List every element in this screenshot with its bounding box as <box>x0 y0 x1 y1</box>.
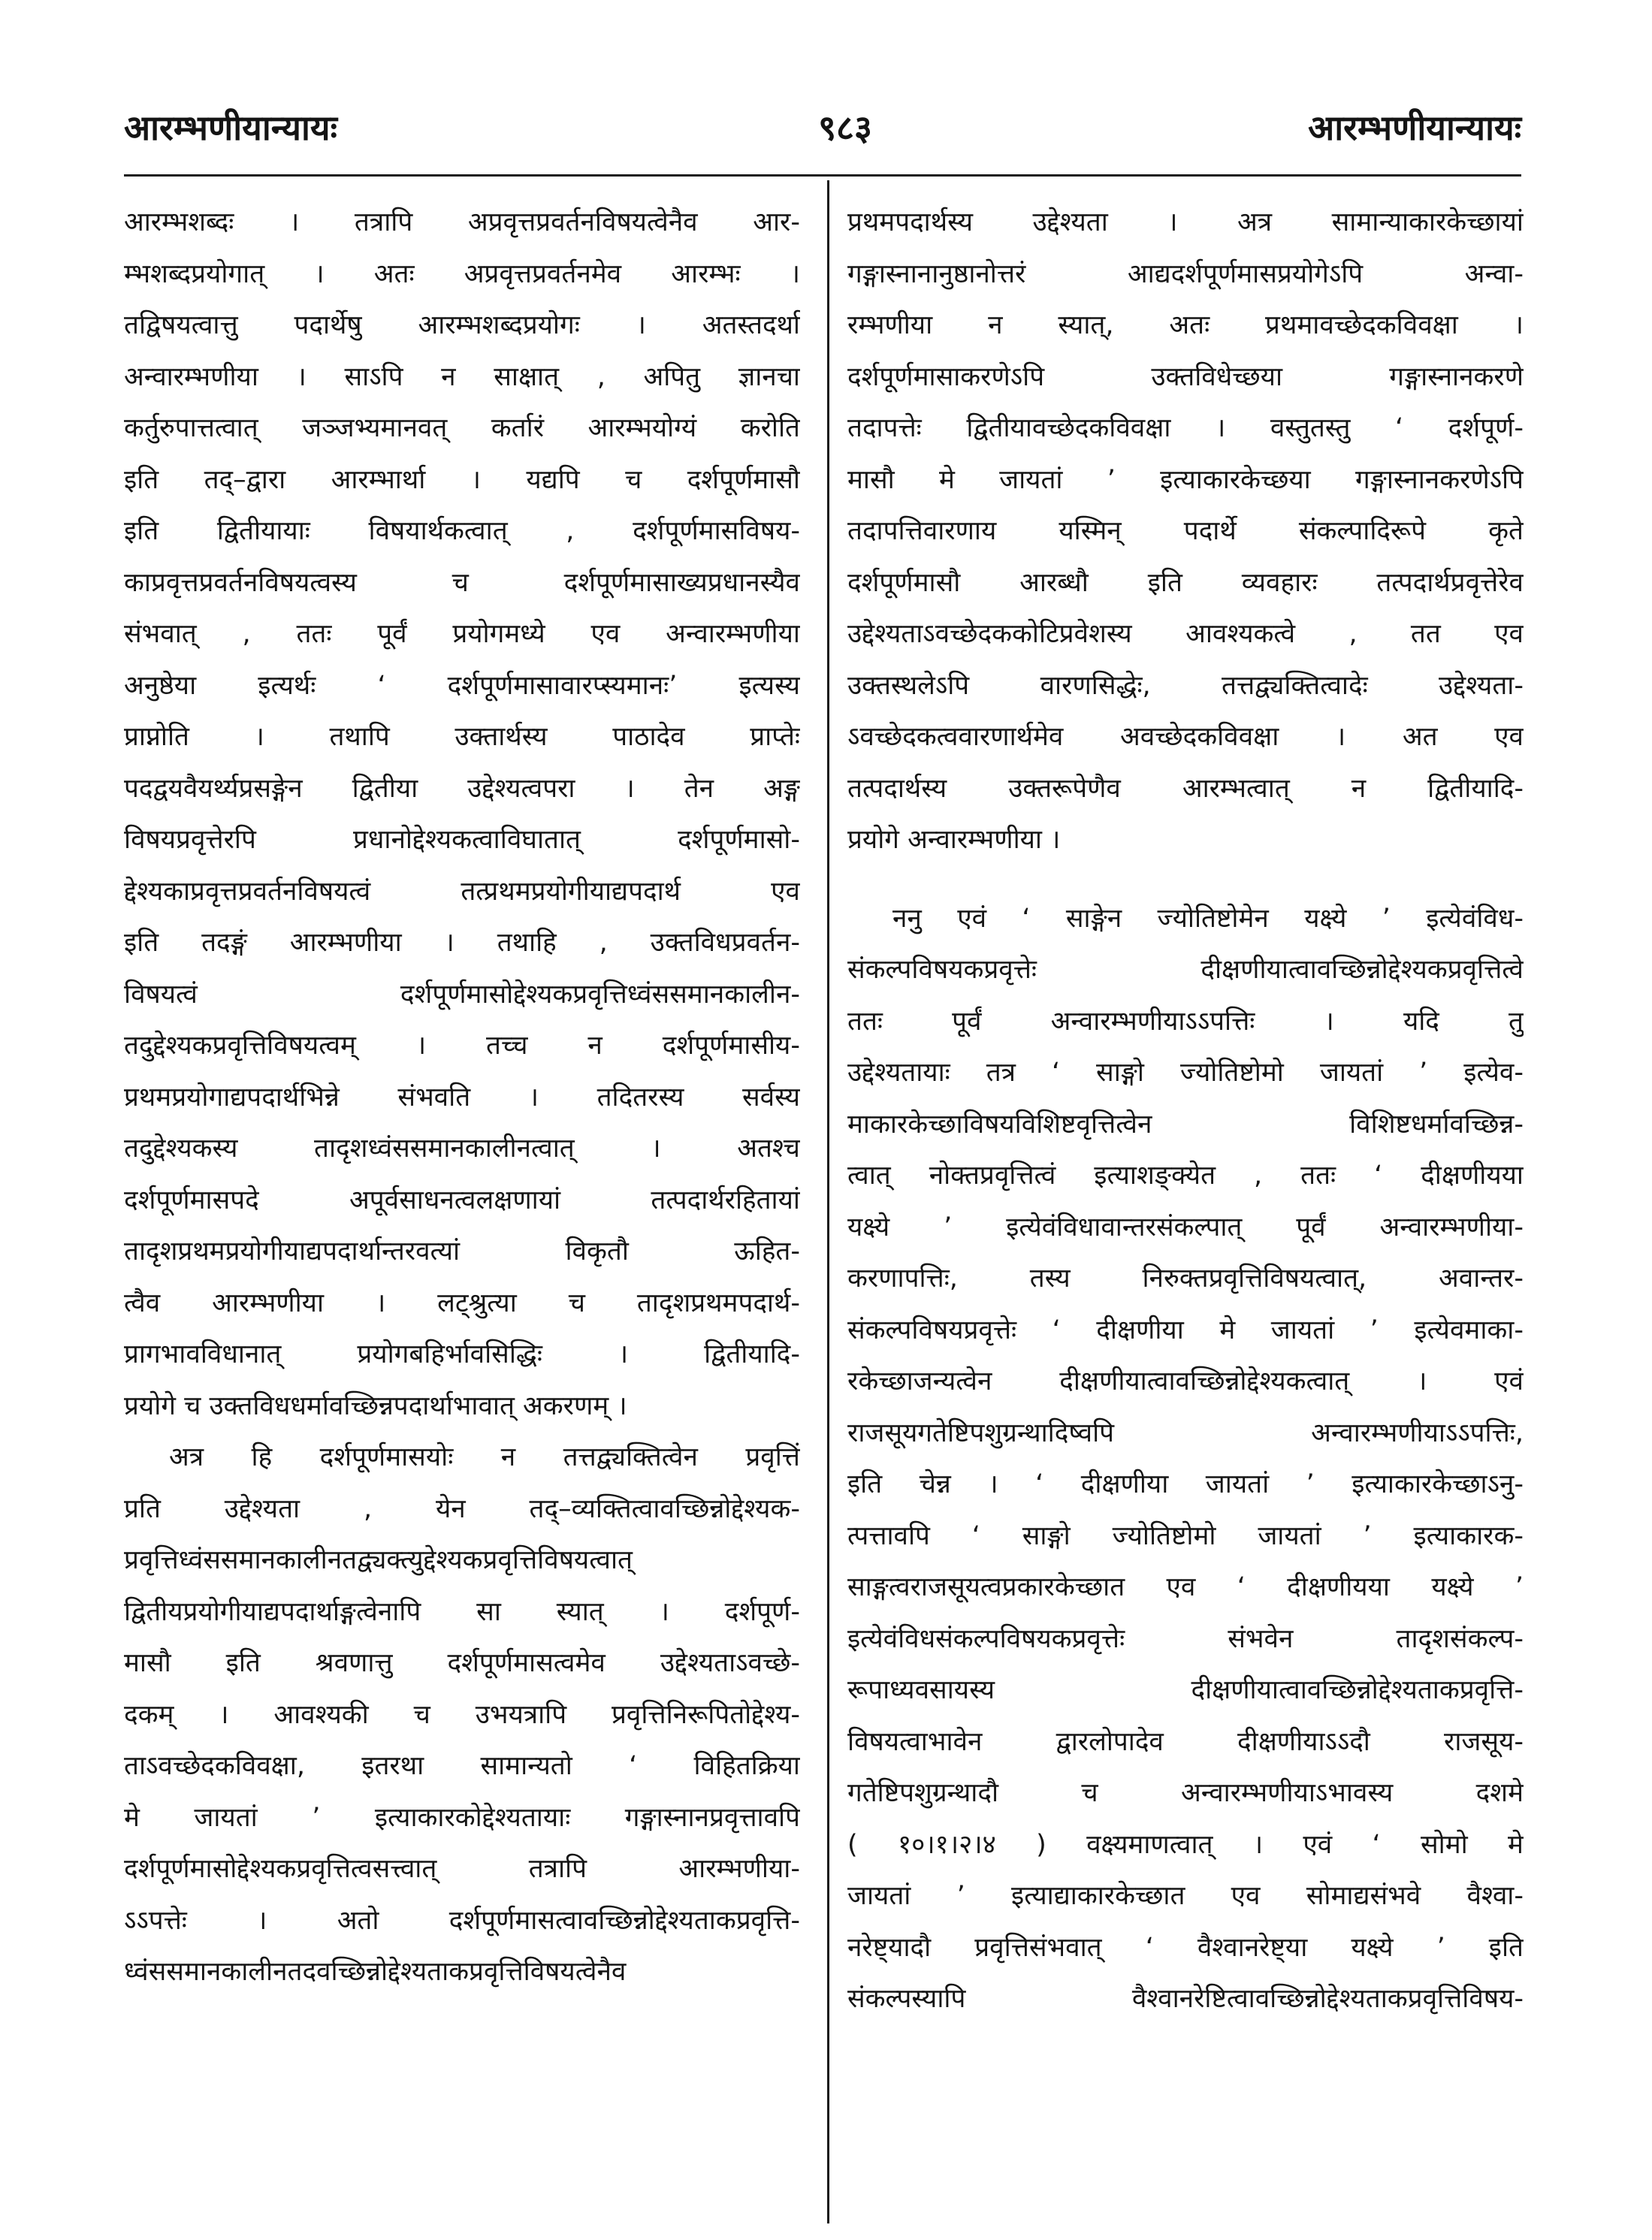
text-line: अन्वारम्भणीया । साऽपि न साक्षात् , अपितु ज्ञानचा <box>124 361 800 392</box>
text-line: विषयप्रवृत्तेरपि प्रधानोद्देश्यकत्वाविघातात् दर्शपूर्णमासो- <box>124 825 800 855</box>
column-divider <box>827 180 829 2223</box>
text-line: इति चेन्न । ‘ दीक्षणीया जायतां ’ इत्याकारकेच्छाऽनु- <box>847 1469 1524 1499</box>
text-line: विषयत्वाभावेन द्वारलोपादेव दीक्षणीयाऽऽदौ राजसूय- <box>847 1726 1524 1757</box>
text-line: त्वैव आरम्भणीया । लट्श्रुत्या च तादृशप्रथमपदार्थ- <box>124 1288 800 1318</box>
text-line: म्भशब्दप्रयोगात् । अतः अप्रवृत्तप्रवर्तनमेव आरम्भः । <box>124 258 800 289</box>
text-line: उद्देश्यतायाः तत्र ‘ साङ्गो ज्योतिष्टोमो जायतां ’ इत्येव- <box>847 1058 1524 1088</box>
text-line: जायतां ’ इत्याद्याकारकेच्छात एव सोमाद्यसंभवे वैश्वा- <box>847 1881 1524 1911</box>
paragraph-gap <box>847 866 1524 893</box>
paragraph-start-line: ननु एवं ‘ साङ्गेन ज्योतिष्टोमेन यक्ष्ये ’ इत्येवंविध- <box>892 903 1524 934</box>
text-line: करणापत्तिः, तस्य निरुक्तप्रवृत्तिविषयत्वात्, अवान्तर- <box>847 1263 1524 1294</box>
text-line: संकल्पविषयप्रवृत्तेः ‘ दीक्षणीया मे जायतां ’ इत्येवमाका- <box>847 1315 1524 1345</box>
text-line: प्रथमपदार्थस्य उद्देश्यता । अत्र सामान्याकारकेच्छायां <box>847 207 1524 237</box>
text-line: तत्पदार्थस्य उक्तरूपेणैव आरम्भत्वात् न द्वितीयादि- <box>847 773 1524 804</box>
text-line: यक्ष्ये ’ इत्येवंविधावान्तरसंकल्पात् पूर्वं अन्वारम्भणीया- <box>847 1212 1524 1242</box>
text-line: उक्तस्थलेऽपि वारणसिद्धेः, तत्तद्व्यक्तित्वादेः उद्देश्यता- <box>847 670 1524 701</box>
right-column <box>847 197 1524 2025</box>
left-column <box>124 197 800 1998</box>
text-line: ऽवच्छेदकत्ववारणार्थमेव अवच्छेदकविवक्षा । अत एव <box>847 722 1524 752</box>
text-line: ( १०।१।२।४ ) वक्ष्यमाणत्वात् । एवं ‘ सोमो मे <box>847 1829 1524 1860</box>
text-line: मे जायतां ’ इत्याकारकोद्देश्यतायाः गङ्गास्नानप्रवृत्तावपि <box>124 1802 800 1833</box>
text-line: अनुष्ठेया इत्यर्थः ‘ दर्शपूर्णमासावारप्स्यमानः’ इत्यस्य <box>124 670 800 701</box>
text-line: ऽऽपत्तेः । अतो दर्शपूर्णमासत्वावच्छिन्नोद्देश्यताकप्रवृत्ति- <box>124 1905 800 1936</box>
text-line: इति तद्–द्वारा आरम्भार्था । यद्यपि च दर्शपूर्णमासौ <box>124 464 800 495</box>
running-header <box>124 105 1521 158</box>
text-line: तद्विषयत्वात्तु पदार्थेषु आरम्भशब्दप्रयोगः । अतस्तदर्था <box>124 310 800 340</box>
text-line: मासौ मे जायतां ’ इत्याकारकेच्छया गङ्गास्नानकरणेऽपि <box>847 464 1524 495</box>
text-line: विषयत्वं दर्शपूर्णमासोद्देश्यकप्रवृत्तिध्वंससमानकालीन- <box>124 979 800 1010</box>
text-line: पदद्वयवैयर्थ्यप्रसङ्गेन द्वितीया उद्देश्यत्वपरा । तेन अङ्ग <box>124 773 800 804</box>
text-line: इति तदङ्गं आरम्भणीया । तथाहि , उक्तविधप्रवर्तन- <box>124 928 800 958</box>
text-line: संकल्पस्यापि वैश्वानरेष्टित्वावच्छिन्नोद्देश्यताकप्रवृत्तिविषय- <box>847 1984 1524 2014</box>
text-line: कर्तुरुपात्तत्वात् जञ्जभ्यमानवत् कर्तारं आरम्भयोग्यं करोति <box>124 413 800 443</box>
text-line: मासौ इति श्रवणात्तु दर्शपूर्णमासत्वमेव उद्देश्यताऽवच्छे- <box>124 1648 800 1678</box>
text-line: तदापत्तिवारणाय यस्मिन् पदार्थे संकल्पादिरूपे कृते <box>847 516 1524 546</box>
text-line: इत्येवंविधसंकल्पविषयकप्रवृत्तेः संभवेन तादृशसंकल्प- <box>847 1623 1524 1654</box>
text-line: ताऽवच्छेदकविवक्षा, इतरथा सामान्यतो ‘ विहितक्रिया <box>124 1751 800 1781</box>
text-line: तदापत्तेः द्वितीयावच्छेदकविवक्षा । वस्तुतस्तु ‘ दर्शपूर्ण- <box>847 413 1524 443</box>
text-line: ततः पूर्वं अन्वारम्भणीयाऽऽपत्तिः । यदि तु <box>847 1006 1524 1037</box>
text-line: राजसूयगतेष्टिपशुग्रन्थादिष्वपि अन्वारम्भणीयाऽऽपत्तिः, <box>847 1417 1524 1448</box>
text-line: तादृशप्रथमप्रयोगीयाद्यपदार्थान्तरवत्यां विकृतौ ऊहित- <box>124 1236 800 1266</box>
page-number: ९८३ <box>818 107 872 148</box>
text-line: त्वात् नोक्तप्रवृत्तित्वं इत्याशङ्क्येत , ततः ‘ दीक्षणीयया <box>847 1161 1524 1191</box>
text-line: ध्वंससमानकालीनतदवच्छिन्नोद्देश्यताकप्रवृत्तिविषयत्वेनैव <box>124 1957 627 1987</box>
header-title-left: आरम्भणीयान्यायः <box>124 107 337 148</box>
text-line: तदुद्देश्यकप्रवृत्तिविषयत्वम् । तच्च न दर्शपूर्णमासीय- <box>124 1031 800 1061</box>
text-line: प्रति उद्देश्यता , येन तद्–व्यक्तित्वावच्छिन्नोद्देश्यक- <box>124 1493 800 1524</box>
text-line: प्रयोगे च उक्तविधधर्मावच्छिन्नपदार्थाभावात् अकरणम् । <box>124 1390 627 1421</box>
text-line: प्रवृत्तिध्वंससमानकालीनतद्व्यक्त्युद्देश्यकप्रवृत्तिविषयत्वात् <box>124 1545 633 1575</box>
text-line: इति द्वितीयायाः विषयार्थकत्वात् , दर्शपूर्णमासविषय- <box>124 516 800 546</box>
text-line: उद्देश्यताऽवच्छेदककोटिप्रवेशस्य आवश्यकत्वे , तत एव <box>847 619 1524 649</box>
text-line: काप्रवृत्तप्रवर्तनविषयत्वस्य च दर्शपूर्णमासाख्यप्रधानस्यैव <box>124 567 800 598</box>
text-line: गतेष्टिपशुग्रन्थादौ च अन्वारम्भणीयाऽभावस्य दशमे <box>847 1778 1524 1808</box>
text-line: दर्शपूर्णमासौ आरब्धौ इति व्यवहारः तत्पदार्थप्रवृत्तेरेव <box>847 567 1524 598</box>
paragraph-start-line: अत्र हि दर्शपूर्णमासयोः न तत्तद्व्यक्तित्वेन प्रवृत्तिं <box>169 1442 800 1472</box>
text-line: प्रथमप्रयोगाद्यपदार्थभिन्ने संभवति । तदितरस्य सर्वस्य <box>124 1082 800 1112</box>
text-line: प्रागभावविधानात् प्रयोगबहिर्भावसिद्धिः । द्वितीयादि- <box>124 1339 800 1369</box>
text-line: प्रयोगे अन्वारम्भणीया । <box>847 825 1061 855</box>
text-line: गङ्गास्नानानुष्ठानोत्तरं आद्यदर्शपूर्णमासप्रयोगेऽपि अन्वा- <box>847 258 1524 289</box>
text-line: द्देश्यकाप्रवृत्तप्रवर्तनविषयत्वं तत्प्रथमप्रयोगीयाद्यपदार्थ एव <box>124 876 800 907</box>
text-line: साङ्गत्वराजसूयत्वप्रकारकेच्छात एव ‘ दीक्षणीयया यक्ष्ये ’ <box>847 1572 1524 1602</box>
header-rule <box>124 174 1521 177</box>
text-line: रकेच्छाजन्यत्वेन दीक्षणीयात्वावच्छिन्नोद्देश्यकत्वात् । एवं <box>847 1366 1524 1396</box>
text-line: संकल्पविषयकप्रवृत्तेः दीक्षणीयात्वावच्छिन्नोद्देश्यकप्रवृत्तित्वे <box>847 955 1524 985</box>
text-line: माकारकेच्छाविषयविशिष्टवृत्तित्वेन विशिष्टधर्मावच्छिन्न- <box>847 1109 1524 1140</box>
text-line: आरम्भशब्दः । तत्रापि अप्रवृत्तप्रवर्तनविषयत्वेनैव आर- <box>124 207 800 237</box>
text-line: दकम् । आवश्यकी च उभयत्रापि प्रवृत्तिनिरूपितोद्देश्य- <box>124 1699 800 1730</box>
text-line: दर्शपूर्णमासपदे अपूर्वसाधनत्वलक्षणायां तत्पदार्थरहितायां <box>124 1185 800 1215</box>
text-line: तदुद्देश्यकस्य तादृशध्वंससमानकालीनत्वात् । अतश्च <box>124 1134 800 1164</box>
text-line: त्पत्तावपि ‘ साङ्गो ज्योतिष्टोमो जायतां ’ इत्याकारक- <box>847 1520 1524 1551</box>
text-line: नरेष्ट्यादौ प्रवृत्तिसंभवात् ‘ वैश्वानरेष्ट्या यक्ष्ये ’ इति <box>847 1932 1524 1963</box>
text-line: प्राप्नोति । तथापि उक्तार्थस्य पाठादेव प्राप्तेः <box>124 722 800 752</box>
header-title-right: आरम्भणीयान्यायः <box>1308 107 1521 148</box>
text-line: संभवात् , ततः पूर्वं प्रयोगमध्ये एव अन्वारम्भणीया <box>124 619 800 649</box>
text-line: दर्शपूर्णमासाकरणेऽपि उक्तविधेच्छया गङ्गास्नानकरणे <box>847 361 1524 392</box>
text-line: रम्भणीया न स्यात्, अतः प्रथमावच्छेदकविवक्षा । <box>847 310 1524 340</box>
text-line: दर्शपूर्णमासोद्देश्यकप्रवृत्तित्वसत्त्वात् तत्रापि आरम्भणीया- <box>124 1854 800 1884</box>
text-line: द्वितीयप्रयोगीयाद्यपदार्थाङ्गत्वेनापि सा स्यात् । दर्शपूर्ण- <box>124 1596 800 1627</box>
text-line: रूपाध्यवसायस्य दीक्षणीयात्वावच्छिन्नोद्देश्यताकप्रवृत्ति- <box>847 1675 1524 1705</box>
